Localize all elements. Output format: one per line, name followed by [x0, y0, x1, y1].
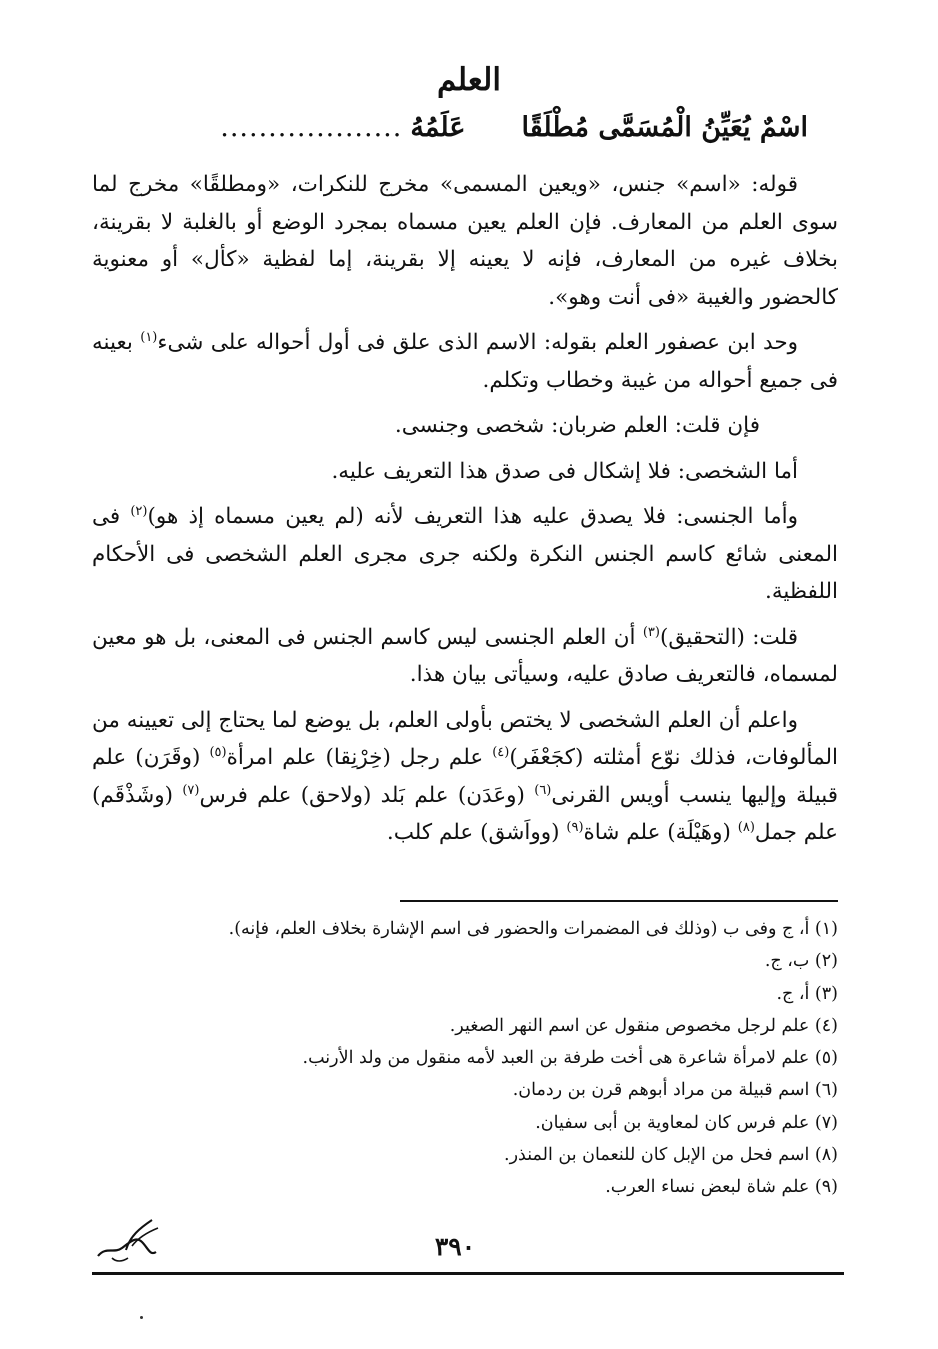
paragraph-2 [92, 324, 838, 399]
footnote-ref-6: (٦) [534, 782, 552, 798]
footnote-ref-8: (٨) [737, 819, 755, 835]
footnote-5: (٥) علم لامرأة شاعرة هى أخت طرفة بن العبد لأمه منقول من ولد الأرنب. [302, 1048, 838, 1069]
paragraph-6 [92, 619, 838, 694]
footnote-divider [400, 900, 838, 902]
paragraph-2-text-b: بعينه فى جميع أحواله من غيبة وخطاب وتكلم. [92, 330, 838, 393]
paragraph-7-text-e: (وشَذْقَم) علم جمل [92, 782, 838, 845]
footnote-7: (٧) علم فرس كان لمعاوية بن أبى سفيان. [535, 1112, 838, 1133]
paragraph-7-text-d: (وعَدَن) علم بَلد (ولاحق) علم فرس [199, 782, 525, 808]
footnote-ref-3: (٣) [642, 624, 660, 640]
footnote-4: (٤) علم لرجل مخصوص منقول عن اسم النهر الصغير. [449, 1015, 838, 1036]
footnote-1: (١) أ، ج وفى ب (وذلك فى المضمرات والحضور فى اسم الإشارة بخلاف العلم، فإنه). [228, 919, 838, 939]
paragraph-3: فإن قلت: العلم ضربان: شخصى وجنسى. [394, 413, 760, 438]
footnote-ref-9: (٩) [566, 819, 584, 835]
verse-line [158, 106, 808, 150]
paragraph-1: قوله: «اسم» جنس، «ويعين المسمى» مخرج للنكرات، «ومطلقًا» مخرج لما سوى العلم من المعارف. فإن العلم يعين مسماه بمجرد الوضع أو بالغلبة لا بقرينة، بخلاف غيره من المعارف، فإنه لا يعينه إلا بقرينة، إما لفظية «كأل» أو معنوية كالحضور والغيبة «فى أنت وهو». [92, 172, 838, 310]
footnotes [78, 913, 838, 1204]
footnote-ref-4: (٤) [492, 744, 510, 760]
paragraph-6-text-a: قلت: (التحقيق) [659, 624, 799, 650]
footnote-2: (٢) ب، ج. [764, 951, 838, 972]
verse-dots: ................... [220, 112, 403, 143]
signature-mark-icon [92, 1206, 162, 1270]
footnote-ref-7: (٧) [182, 782, 200, 798]
footnote-ref-2: (٢) [130, 503, 148, 519]
verse-hemistich-2: عَلَمُهُ [410, 112, 466, 143]
paragraph-4: أما الشخصى: فلا إشكال فى صدق هذا التعريف عليه. [331, 458, 798, 484]
paragraph-7-text-b: علم رجل (خِرْنِقا) علم امرأة [226, 745, 484, 770]
paragraph-6-text-b: أن العلم الجنسى ليس كاسم الجنس فى المعنى، بل هو معين لمسماه، فالتعريف صادق عليه، وسيأتى بيان هذا. [92, 624, 838, 687]
page-number: ٣٩٠ [434, 1232, 476, 1261]
footnote-ref-5: (٥) [209, 744, 227, 760]
paragraph-2-text-a: وحد ابن عصفور العلم بقوله: الاسم الذى علق فى أول أحواله على شىء [157, 330, 799, 355]
footnote-9: (٩) علم شاة لبعض نساء العرب. [605, 1177, 838, 1198]
paragraph-7-text-f: (وهَيْلَة) علم شاة [583, 820, 731, 845]
paragraph-5-text-b: فى المعنى شائع كاسم الجنس النكرة ولكنه جرى مجرى العلم الشخصى فى الأحكام اللفظية. [92, 504, 838, 604]
paragraph-5-text-a: وأما الجنسى: فلا يصدق عليه هذا التعريف لأنه (لم يعين مسماه إذ هو) [147, 504, 798, 529]
paragraph-7-text-a: واعلم أن العلم الشخصى لا يختص بأولى العلم، بل يوضع لما يحتاج إلى تعيينه من المألوفات، فذلك نوّع أمثلته (كجَعْفَر) [92, 707, 838, 770]
footnote-8: (٨) اسم فحل من الإبل كان للنعمان بن المنذر. [504, 1145, 838, 1166]
footnote-6: (٦) اسم قبيلة من مراد أبوهم قرن بن ردمان. [512, 1080, 838, 1101]
paragraph-7 [92, 702, 838, 852]
paragraph-7-text-g: (وواَشق) علم كلب. [386, 820, 560, 845]
paragraph-5 [92, 498, 838, 611]
page-title: العلم [437, 62, 501, 98]
scan-speck [140, 1316, 143, 1319]
footnote-3: (٣) أ، ج. [776, 983, 838, 1004]
footnote-ref-1: (١) [140, 329, 158, 345]
paragraph-7-text-c: (وقَرَن) علم قبيلة وإليها ينسب أويس القرنى [92, 745, 838, 808]
bottom-rule [92, 1272, 844, 1275]
body-text [92, 166, 838, 860]
verse-hemistich-1: اسْمٌ يُعَيِّنُ الْمُسَمَّى مُطْلَقًا [521, 112, 808, 143]
